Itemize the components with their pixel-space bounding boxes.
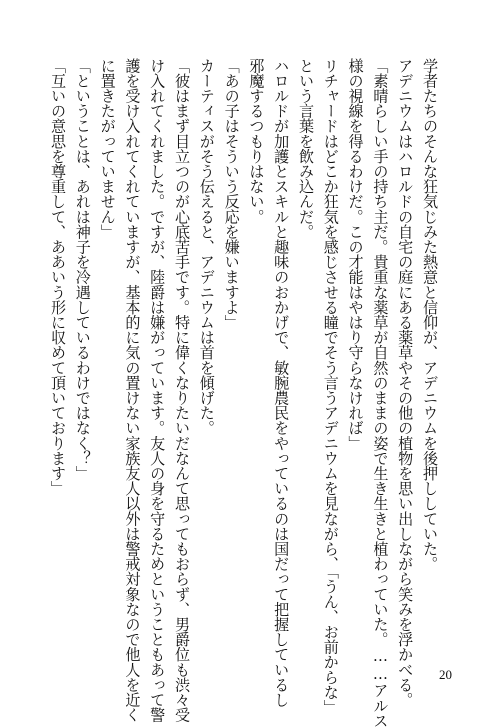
text-line: という言葉を飲み込んだ。 [297,58,316,240]
text-line: 護を受け入れてくれていますが、基本的に気の置けない家族友人以外は警戒対象なので他人を近く [123,58,142,723]
text-line: 「ということは、あれは神子を冷遇しているわけではなく？」 [73,58,92,481]
page-number: 20 [439,667,452,682]
text-line: 邪魔するつもりはない。 [247,58,266,225]
text-line: カーティスがそう伝えると、アデニウムは首を傾げた。 [197,58,216,436]
text-line: アデニウムはハロルドの自宅の庭にある薬草やその他の植物を思い出しながら笑みを浮かべる。 [396,58,415,708]
text-line: リチャードはどこか狂気を感じさせる瞳でそう言うアデニウムを見ながら、「うん、お前からな」 [321,58,340,715]
text-line: 学者たちのそんな狂気じみた熱意と信仰が、アデニウムを後押ししていた。 [421,58,439,572]
text-line: 様の視線を得るわけだ。この才能はやはり守らなければ」 [346,58,365,451]
text-line: ハロルドが加護とスキルと趣味のおかげで、敏腕農民をやっているのは国だって把握しているし [272,58,291,708]
text-line: 「互いの意思を尊重して、ああいう形に収めて頂いております」 [49,58,68,496]
text-line: 「あの子はそういう反応を嫌いますよ」 [222,58,241,330]
text-line: に置きたがっていません」 [98,58,117,240]
vertical-body-text [45,58,442,728]
text-line: 「素晴らしい手の持ち主だ。貴重な薬草が自然のままの姿で生き生きと植わっていた。……アルス [371,58,390,728]
text-line: け入れてくれました。ですが、陸爵は嫌がっています。友人の身を守るためということもあって警 [148,58,167,723]
text-line: 「彼はまず目立つのが心底苦手です。特に偉くなりたいだなんて思ってもおらず、男爵位も渋々受 [173,58,192,723]
